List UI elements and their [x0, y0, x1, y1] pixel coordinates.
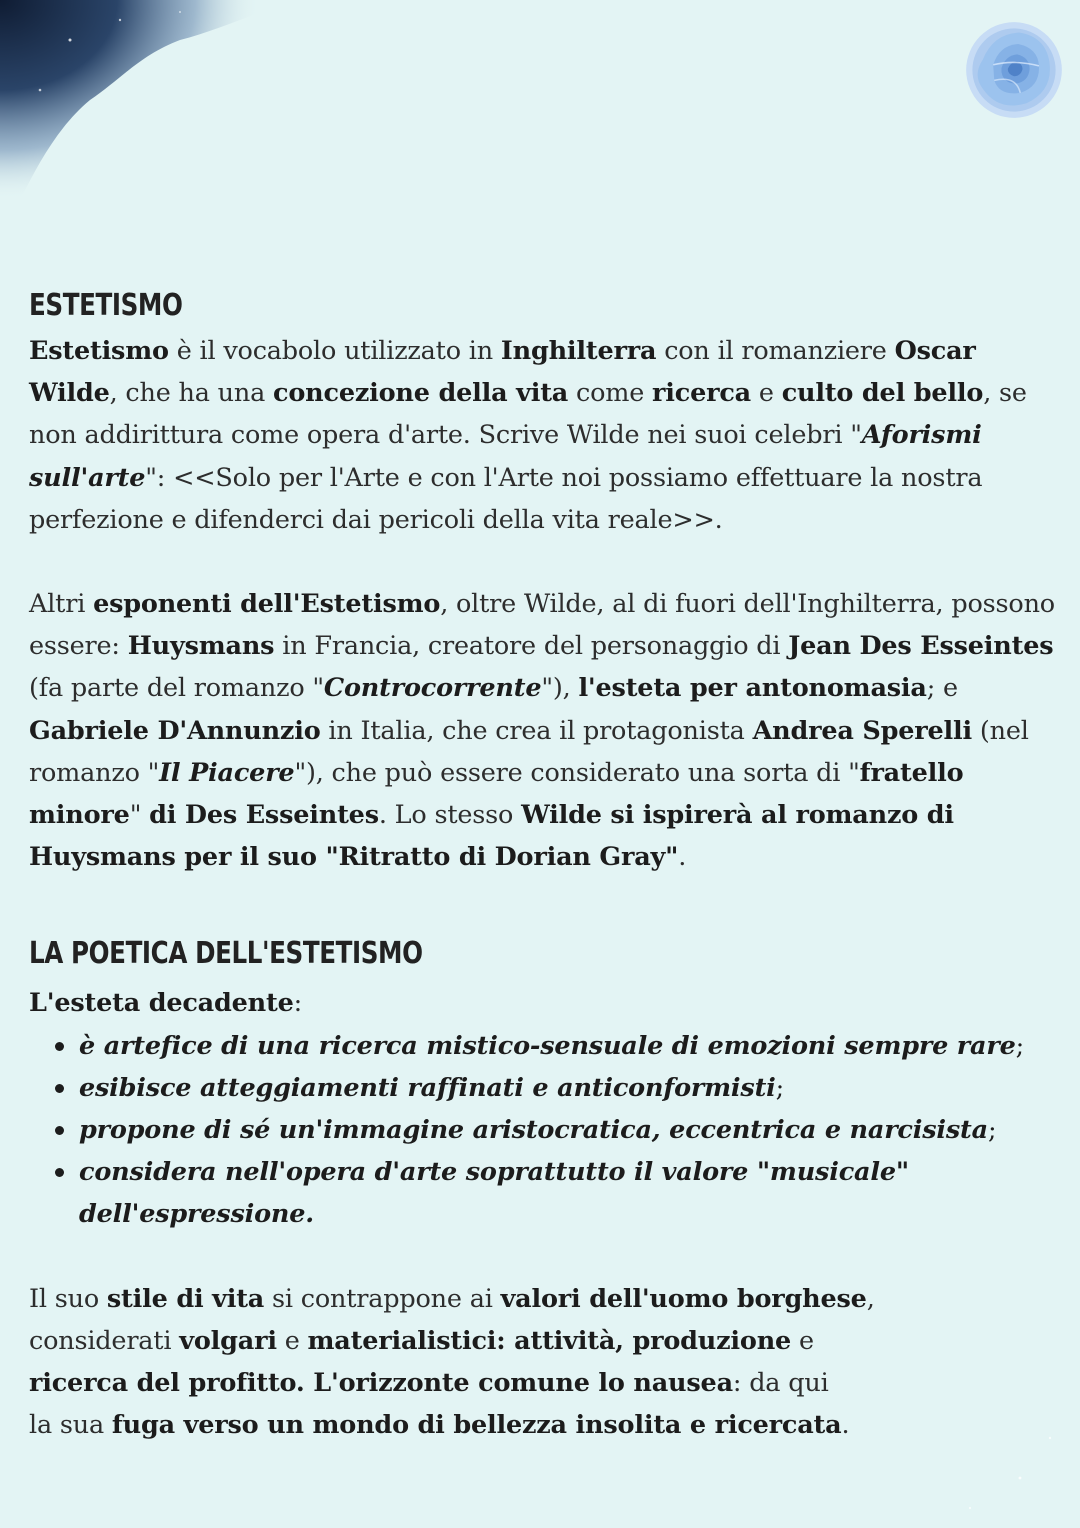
paragraph-estetismo-intro: Estetismo è il vocabolo utilizzato in Inghilterra con il romanziere Oscar Wilde, che ha una concezione della vita come ricerca e culto del bello, se non addirittura come opera d'arte. Scrive Wilde nei suoi celebri "Aforismi sull'arte": <<Solo per l'Arte e con l'Arte noi possiamo effettuare la nostra perfezione e difenderci dai pericoli della vita reale>>. [29, 336, 1027, 535]
watercolor-top-left-decoration [0, 0, 300, 230]
bullet-icon [55, 1168, 64, 1177]
paragraph-stile-di-vita: Il suo stile di vita si contrappone ai valori dell'uomo borghese, considerati volgari e materialistici: attività, produzione e ricerca del profitto. L'orizzonte comune lo nausea: da qui la sua fuga verso un mondo di bellezza insolita e ricercata. [29, 1283, 875, 1441]
bullet-icon [55, 1084, 64, 1093]
list-item: è artefice di una ricerca mistico-sensuale di emozioni sempre rare; [79, 1025, 1069, 1067]
blue-rose-icon [962, 18, 1066, 122]
section-title-estetismo: ESTETISMO [29, 288, 183, 323]
esteta-traits-list [29, 1025, 1069, 1236]
bullet-icon [55, 1126, 64, 1135]
list-item: propone di sé un'immagine aristocratica, eccentrica e narcisista; [79, 1109, 1069, 1151]
list-item: esibisce atteggiamenti raffinati e anticonformisti; [79, 1067, 1069, 1109]
esteta-intro: L'esteta decadente: [29, 988, 303, 1019]
document-content [29, 286, 1069, 1446]
section-title-poetica: LA POETICA DELL'ESTETISMO [29, 936, 423, 972]
bullet-icon [55, 1042, 64, 1051]
paragraph-esponenti: Altri esponenti dell'Estetismo, oltre Wilde, al di fuori dell'Inghilterra, possono essere: Huysmans in Francia, creatore del personaggio di Jean Des Esseintes (fa parte del romanzo "Controcorrente"), l'esteta per antonomasia; e Gabriele D'Annunzio in Italia, che crea il protagonista Andrea Sperelli (nel romanzo "Il Piacere"), che può essere considerato una sorta di "fratello minore" di Des Esseintes. Lo stesso Wilde si ispirerà al romanzo di Huysmans per il suo "Ritratto di Dorian Gray". [29, 589, 1055, 873]
list-item: considera nell'opera d'arte soprattutto il valore "musicale" dell'espressione. [79, 1151, 909, 1235]
